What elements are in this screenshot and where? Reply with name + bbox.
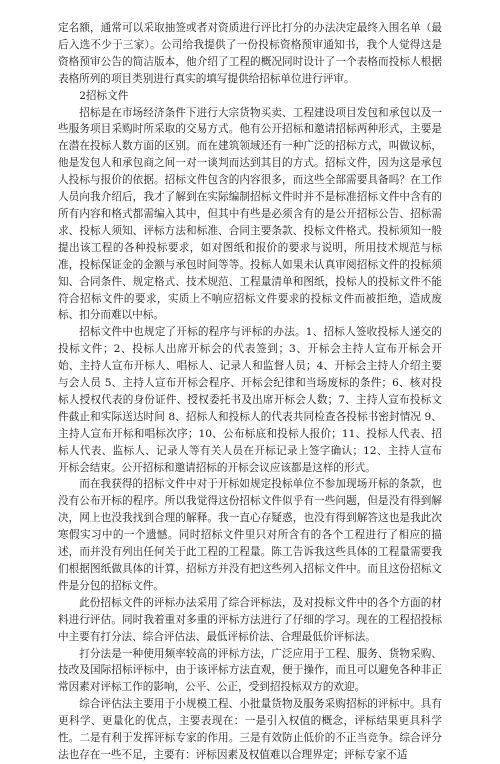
paragraph-6: 打分法是一种使用频率较高的评标方法，广泛应用于工程、服务、货物采购、技改及国际招标评标中，由于该评标方法直观，便于操作，而且可以避免各种非正常因素对评标工作的影响，公平、公正，受到招投标双方的欢迎。 — [58, 647, 442, 694]
paragraph-4: 而在我获得的招标文件中对于开标如规定投标单位不参加现场开标的条款，也没有公布开标的程序。所以我觉得这份招标文件似乎有一些问题，但是没有得到解决，网上也没我找到合理的解释。我一直心存疑惑，也没有得到解答这也是我此次寒假实习中的一个遗憾。同时招标文件里只对所含有的各个工程进行了相应的描述，而并没有列出任何关于此工程的工程量。陈工告诉我这些具体的工程量需要我们根据图纸做具体的计算，招标方并没有把这些列入招标文件中。而且这份招标文件是分包的招标文件。 — [58, 478, 442, 592]
paragraph-2: 招标是在市场经济条件下进行大宗货物买卖、工程建设项目发包和承包以及一些服务项目采购时所采取的交易方式。他有公开招标和邀请招标两种形式，主要是在潜在投标人数方面的区别。而在建筑领域还有一种广泛的招标方式，叫做议标，他是发包人和承包商之间一对一谈判而达到其目的方式。招标文件，因为这是承包人投标与报价的依据。招标文件包含的内容很多，而这些全部需要具备吗？在工作人员向我介绍后，我才了解到在实际编制招标文件时并不是标准招标文件中含有的所有内容和格式都需编入其中，但其中有些是必须含有的是公开招标公告、招标需求、投标人须知、评标方法和标准、合同主要条款、投标文件格式。投标须知一般提出该工程的各种投标要求，如对图纸和报价的要求与说明，所用技术规范与标准，投标保证金的金额与承包时间等等。投标人如果未认真审阅招标文件的投标须知、合同条件、规定格式、技术规范、工程量清单和图纸，投标人的投标文件不能符合招标文件的要求，实质上不响应招标文件要求的投标文件而被拒绝，造成废标、扣分而难以中标。 — [58, 106, 442, 322]
section-heading-bidding-documents: 2招标文件 — [79, 89, 129, 102]
paragraph-3: 招标文件中也规定了开标的程序与评标的办法。1、招标人签收投标人递交的投标文件；2、投标人出席开标会的代表签到；3、开标会主持人宣布开标会开始、主持人宣布开标人、唱标人、记录人和监督人员；4、开标会主持人介绍主要与会人员 5、主持人宣布开标会程序、开标会纪律和当场废标的条件；6、核对投标人授权代表的身份证件、授权委托书及出席开标会人数；7、主持人宣布投标文件截止和实际送达时间 8、招标人和投标人的代表共同检查各投标书密封情况 9、主持人宣布开标和唱标次序；10、公布标底和投标人报价；11、投标人代表、招标人代表、监标人、记录人等有关人员在开标记录上签字确认；12、主持人宣布开标会结束。公开招标和邀请招标的开标会议应该都是这样的形式。 — [58, 326, 442, 474]
paragraph-7: 综合评估法主要用于小规模工程、小批量货物及服务采购招标的评标中。具有更科学、更量化的优点，主要表现在：一是引入权值的概念，评标结果更具科学性。二是有利于发挥评标专家的作用。三是有效防止低价的不正当竞争。综合评分法也存在一些不足，主要有：评标因素及权值难以合理界定；评标专家不适 — [58, 698, 442, 761]
paragraph-5: 此份招标文件的评标办法采用了综合评标法，及对投标文件中的各个方面的材料进行评估。同时我着重对多重的评标方法进行了仔细的学习。现在的工程招投标中主要有打分法、综合评估法、最低评标价法、合理最低价评标法。 — [58, 596, 442, 643]
paragraph-1: 定名额，通常可以采取抽签或者对资质进行评比打分的办法决定最终入围名单（最后入选不少于三家）。公司给我提供了一份投标资格预审通知书，我个人觉得这是资格预审公告的简洁版本，他介绍了工程的概况同时设计了一个表格而投标人根据表格所列的项目类别进行真实的填写提供给招标单位进行评审。 — [58, 22, 442, 85]
